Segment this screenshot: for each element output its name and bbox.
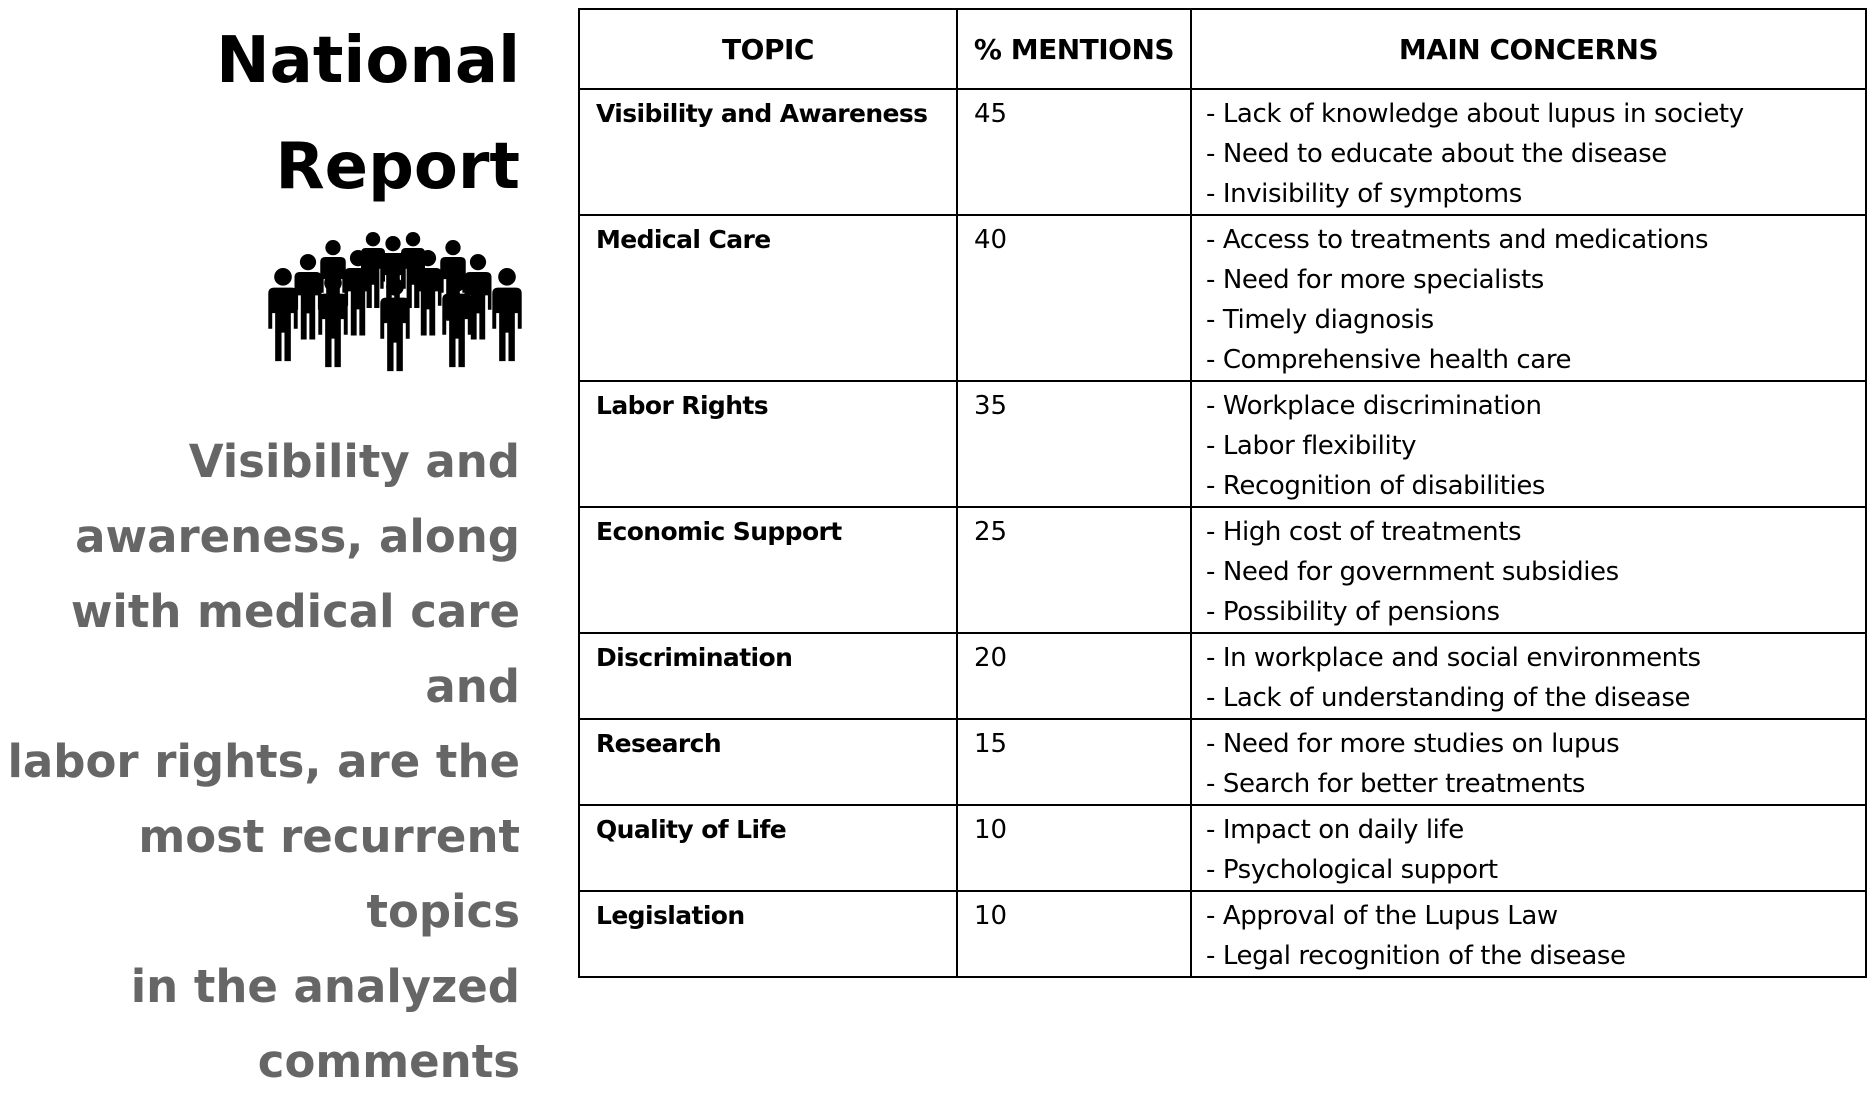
mentions-cell: 40: [957, 215, 1191, 381]
summary-line: Visibility and: [188, 435, 520, 488]
concern-item: - High cost of treatments: [1206, 517, 1522, 547]
concerns-cell: [1191, 805, 1866, 891]
table-row: [579, 633, 1866, 719]
concern-item: - Workplace discrimination: [1206, 391, 1542, 421]
topics-table: [578, 8, 1867, 978]
concern-item: - Need for government subsidies: [1206, 557, 1619, 587]
summary-line: comments: [257, 1035, 520, 1088]
concerns-cell: [1191, 507, 1866, 633]
report-title-line1: National: [216, 24, 520, 98]
mentions-cell: 35: [957, 381, 1191, 507]
concerns-cell: [1191, 89, 1866, 215]
topic-cell: Quality of Life: [579, 805, 957, 891]
summary-line: awareness, along: [75, 510, 520, 563]
concern-item: - Need to educate about the disease: [1206, 139, 1667, 169]
table-row: [579, 507, 1866, 633]
topic-cell: Legislation: [579, 891, 957, 977]
report-title: [20, 8, 520, 220]
topic-cell: Visibility and Awareness: [579, 89, 957, 215]
mentions-cell: 15: [957, 719, 1191, 805]
concern-item: - Access to treatments and medications: [1206, 225, 1709, 255]
topic-cell: Economic Support: [579, 507, 957, 633]
concern-item: - Psychological support: [1206, 855, 1498, 885]
mentions-cell: 10: [957, 891, 1191, 977]
table-row: [579, 805, 1866, 891]
table-row: [579, 719, 1866, 805]
summary-line: labor rights, are the: [7, 735, 520, 788]
header-topic: TOPIC: [579, 9, 957, 89]
header-main-concerns: MAIN CONCERNS: [1191, 9, 1866, 89]
concern-item: - Impact on daily life: [1206, 815, 1464, 845]
summary-line: most recurrent topics: [138, 810, 520, 938]
concern-item: - Legal recognition of the disease: [1206, 941, 1626, 971]
concern-item: - Invisibility of symptoms: [1206, 179, 1522, 209]
concerns-cell: [1191, 215, 1866, 381]
concerns-cell: [1191, 891, 1866, 977]
concern-item: - Need for more studies on lupus: [1206, 729, 1620, 759]
topic-cell: Discrimination: [579, 633, 957, 719]
topic-cell: Research: [579, 719, 957, 805]
header-mentions: % MENTIONS: [957, 9, 1191, 89]
concern-item: - Labor flexibility: [1206, 431, 1417, 461]
table-row: [579, 215, 1866, 381]
concern-item: - In workplace and social environments: [1206, 643, 1701, 673]
topic-cell: Labor Rights: [579, 381, 957, 507]
concerns-cell: [1191, 719, 1866, 805]
table-header-row: [579, 9, 1866, 89]
report-title-line2: Report: [275, 130, 520, 204]
table-row: [579, 381, 1866, 507]
mentions-cell: 25: [957, 507, 1191, 633]
table-row: [579, 89, 1866, 215]
concern-item: - Possibility of pensions: [1206, 597, 1500, 627]
concerns-cell: [1191, 633, 1866, 719]
mentions-cell: 20: [957, 633, 1191, 719]
concern-item: - Search for better treatments: [1206, 769, 1586, 799]
mentions-cell: 45: [957, 89, 1191, 215]
summary-line: in the analyzed: [130, 960, 520, 1013]
concern-item: - Recognition of disabilities: [1206, 471, 1546, 501]
mentions-cell: 10: [957, 805, 1191, 891]
summary-text: [0, 424, 520, 1099]
report-sidebar: [0, 0, 530, 1088]
concern-item: - Need for more specialists: [1206, 265, 1544, 295]
topic-cell: Medical Care: [579, 215, 957, 381]
concerns-cell: [1191, 381, 1866, 507]
table-row: [579, 891, 1866, 977]
concern-item: - Lack of knowledge about lupus in society: [1206, 99, 1744, 129]
concern-item: - Timely diagnosis: [1206, 305, 1434, 335]
concern-item: - Comprehensive health care: [1206, 345, 1572, 375]
concern-item: - Lack of understanding of the disease: [1206, 683, 1691, 713]
concern-item: - Approval of the Lupus Law: [1206, 901, 1558, 931]
people-group-icon: [263, 232, 527, 402]
summary-line: with medical care and: [70, 585, 520, 713]
